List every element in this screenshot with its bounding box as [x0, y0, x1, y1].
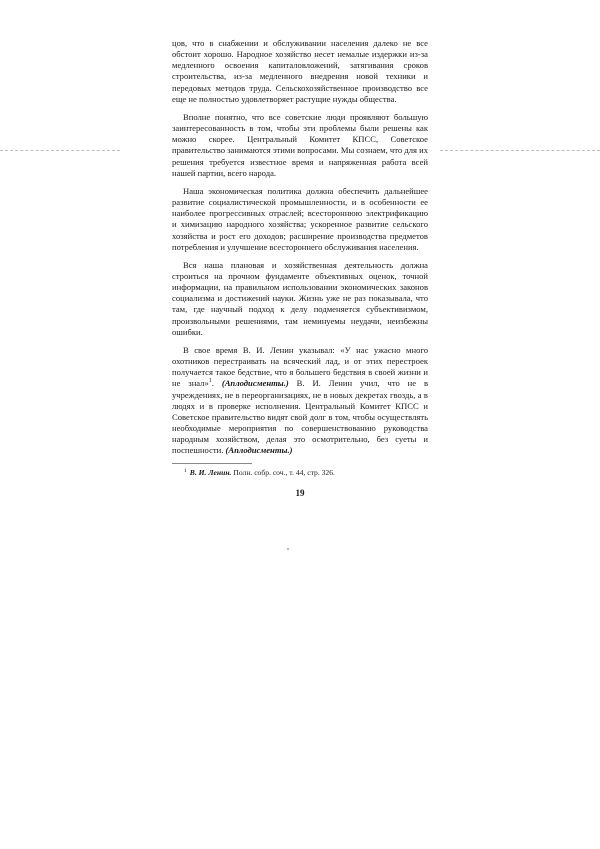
- footnote-mark: 1: [184, 467, 187, 474]
- paragraph-text: В. И. Ленин учил, что не в учреждениях, не в переорганизациях, не в новых декретах гвоздь, а в людях и в проверке исполнения. Центральный Комитет КПСС и Советское правительство видят свой долг в том, чтобы осуществлять необходимые мероприятия по совершенствованию руководства народным хозяйством, делая это осмотрительно, без суеты и поспешности.: [172, 378, 429, 456]
- applause-note: (Аплодисменты.): [221, 378, 289, 389]
- paragraph-4: Вся наша плановая и хозяйственная деятельность должна строиться на прочном фундаменте объективных оценок, точной информации, на правильном использовании экономических законов социализма и достижений науки. Жизнь уже не раз показывала, что там, где научный подход к делу подменяется субъективизмом, произвольными решениями, там неминуемы неудачи, неизбежны ошибки.: [172, 259, 428, 337]
- footnote: [184, 468, 428, 478]
- applause-note: (Аплодисменты.): [225, 445, 293, 456]
- scan-artifact-line: [0, 150, 120, 151]
- scan-artifact-dot: [287, 548, 289, 550]
- footnote-author: В. И. Ленин.: [189, 468, 232, 478]
- footnote-divider: [172, 463, 252, 464]
- paragraph-2: Вполне понятно, что все советские люди проявляют большую заинтересованность в том, чтобы эти проблемы были решены как можно скорее. Центральный Комитет КПСС, Советское правительство занимаются этими вопросами. Мы сознаем, что для их решения требуется известное время и напряженная работа всей нашей партии, всего народа.: [172, 111, 428, 178]
- paragraph-3: Наша экономическая политика должна обеспечить дальнейшее развитие социалистической промышленности, и в особенности ее наиболее прогрессивных отраслей; всестороннюю электрификацию и химизацию народного хозяйства; ускоренное развитие сельского хозяйства и рост его доходов; расширение производства предметов потребления и улучшение всестороннего обслуживания населения.: [172, 185, 428, 252]
- document-page: [172, 38, 428, 498]
- paragraph-1: цов, что в снабжении и обслуживании населения далеко не все обстоит хорошо. Народное хозяйство несет немалые издержки из-за медленного освоения капиталовложений, затягивания сроков строительства, из-за медленного внедрения новой техники и передовых методов труда. Сельскохозяйственное производство все еще не полностью удовлетворяет растущие нужды общества.: [172, 38, 428, 104]
- lenin-quote-text: В свое время В. И. Ленин указывал: «У нас ужасно много охотников перестраивать на всяческий лад, и от этих перестроек получается такое бедствие, что я большего бедствия в своей жизни и не знал»: [172, 344, 428, 389]
- footnote-reference[interactable]: 1: [208, 378, 212, 385]
- page-number: 19: [295, 488, 305, 499]
- scan-artifact-line: [440, 150, 600, 151]
- paragraph-5: [172, 345, 428, 457]
- footnote-source: Полн. собр. соч., т. 44, стр. 326.: [233, 468, 335, 478]
- punctuation: .: [211, 378, 222, 389]
